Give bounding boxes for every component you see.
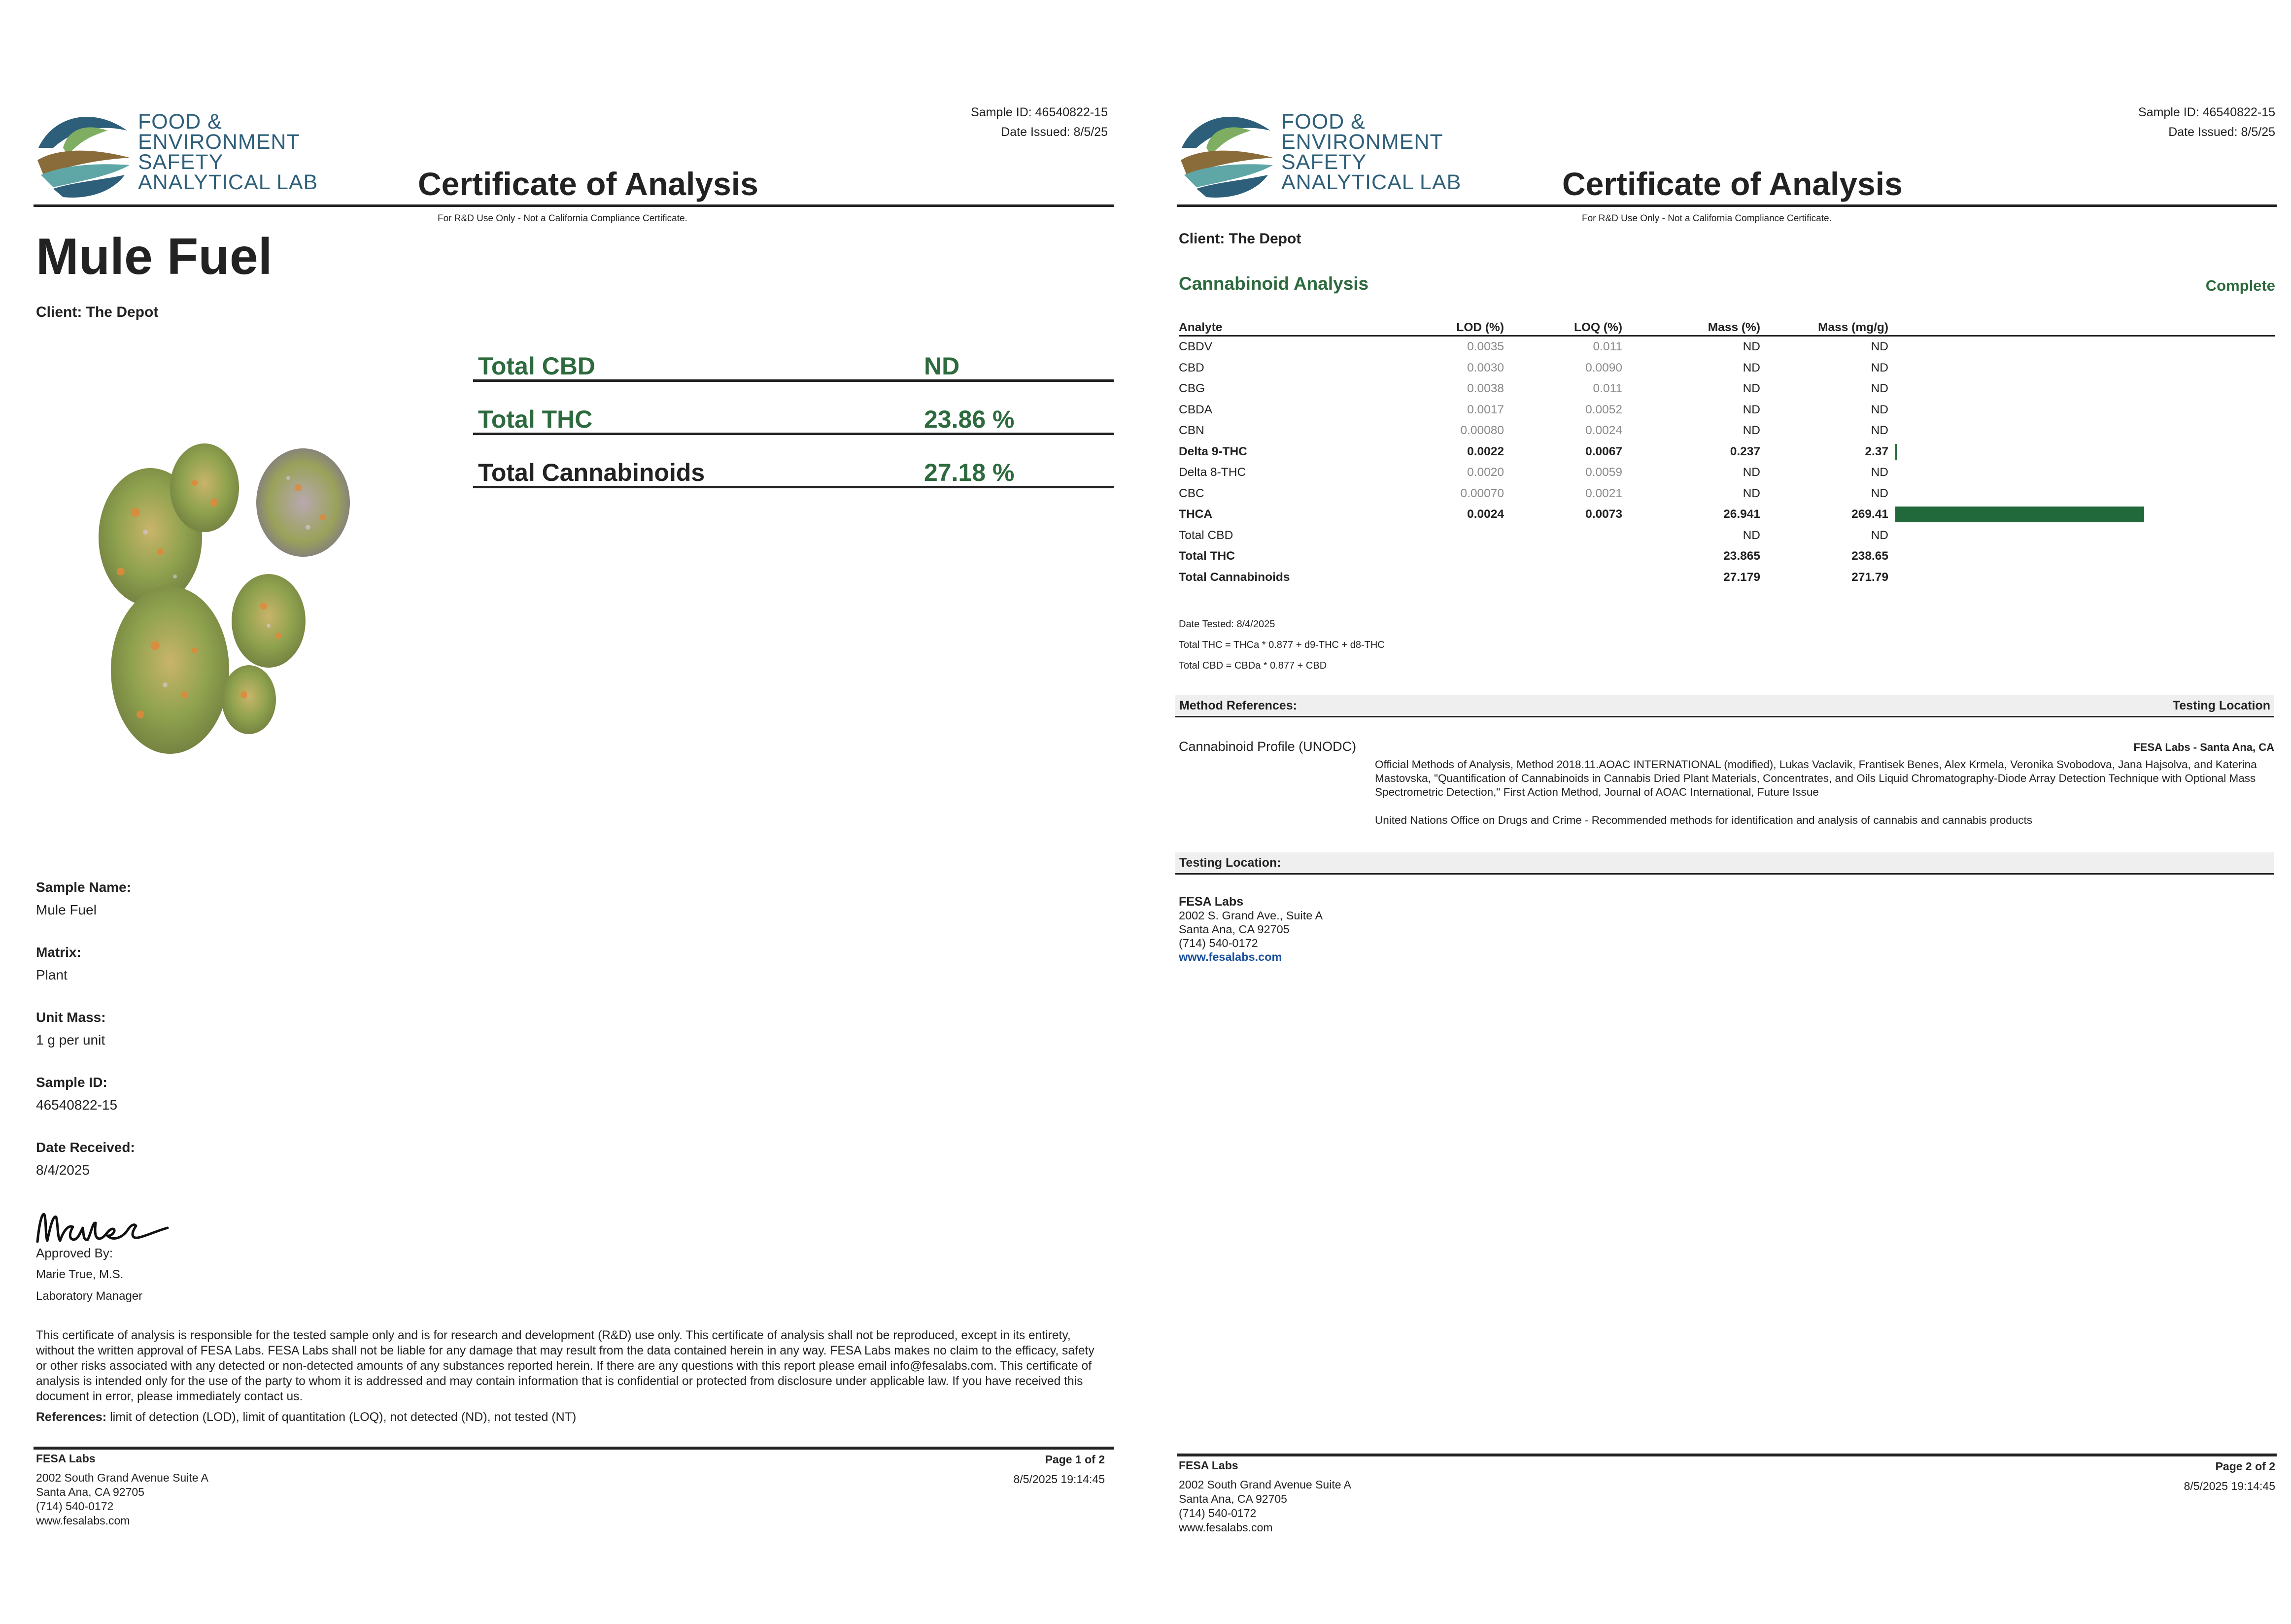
cell-mass-mg: ND bbox=[1871, 382, 1888, 396]
cell-mass-pct: ND bbox=[1743, 486, 1760, 500]
cell-loq bbox=[1504, 567, 1622, 588]
testing-lab-address-1: 2002 S. Grand Ave., Suite A bbox=[1179, 909, 1323, 922]
client-name: Client: The Depot bbox=[36, 304, 159, 320]
cell-mass-pct: ND bbox=[1743, 340, 1760, 354]
cell-mass-mg: ND bbox=[1871, 486, 1888, 500]
table-row bbox=[1179, 546, 2275, 567]
cell-lod: 0.0035 bbox=[1467, 340, 1504, 354]
cell-mass-pct: 27.179 bbox=[1723, 570, 1760, 584]
fesa-logo bbox=[34, 101, 318, 202]
cell-mass-pct: ND bbox=[1743, 424, 1760, 438]
col-lod: LOD (%) bbox=[1356, 320, 1504, 336]
header-rule bbox=[34, 204, 1114, 207]
rd-disclaimer: For R&D Use Only - Not a California Compliance Certificate. bbox=[438, 213, 687, 224]
coa-page-1 bbox=[0, 0, 1143, 1624]
cannabinoid-analysis-title: Cannabinoid Analysis bbox=[1179, 273, 1369, 294]
summary-total-cannabinoids bbox=[473, 437, 1114, 488]
footer-address-1: 2002 South Grand Avenue Suite A bbox=[1179, 1478, 1351, 1491]
cell-bar bbox=[1888, 567, 2275, 588]
cell-analyte: CBDA bbox=[1179, 403, 1213, 416]
field-unit-mass-label: Unit Mass: bbox=[36, 1010, 106, 1025]
fesa-logo-wordmark: FOOD & ENVIRONMENT SAFETY ANALYTICAL LAB bbox=[138, 110, 318, 194]
sample-id-header: Sample ID: 46540822-15 bbox=[2138, 105, 2275, 119]
footer-timestamp: 8/5/2025 19:14:45 bbox=[1013, 1473, 1105, 1486]
col-mass-pct: Mass (%) bbox=[1622, 320, 1760, 336]
cell-loq: 0.0021 bbox=[1585, 486, 1622, 500]
cell-loq bbox=[1504, 525, 1622, 546]
col-loq: LOQ (%) bbox=[1504, 320, 1622, 336]
cell-analyte: CBG bbox=[1179, 382, 1205, 396]
cell-loq: 0.011 bbox=[1593, 340, 1622, 354]
testing-lab-name: FESA Labs bbox=[1179, 895, 1244, 909]
coa-page-2 bbox=[1148, 0, 2291, 1624]
summary-label: Total THC bbox=[478, 406, 593, 433]
summary-total-thc bbox=[473, 383, 1114, 435]
cell-mass-mg: ND bbox=[1871, 466, 1888, 479]
footer-web: www.fesalabs.com bbox=[36, 1514, 130, 1527]
cell-mass-mg: ND bbox=[1871, 424, 1888, 438]
table-row bbox=[1179, 483, 2275, 505]
cell-lod: 0.0030 bbox=[1467, 361, 1504, 374]
field-unit-mass-value: 1 g per unit bbox=[36, 1032, 105, 1048]
cell-loq: 0.0052 bbox=[1585, 403, 1622, 416]
strain-name: Mule Fuel bbox=[36, 228, 273, 285]
footer-lab-info bbox=[36, 1452, 208, 1528]
cannabis-bud-image bbox=[91, 439, 367, 764]
cell-analyte: Total CBD bbox=[1179, 528, 1233, 542]
cell-loq: 0.0024 bbox=[1585, 424, 1622, 438]
cell-lod: 0.0038 bbox=[1467, 382, 1504, 396]
testing-lab-phone: (714) 540-0172 bbox=[1179, 937, 1258, 949]
date-tested: Date Tested: 8/4/2025 bbox=[1179, 619, 1275, 630]
method-location: FESA Labs - Santa Ana, CA bbox=[2133, 741, 2274, 753]
testing-location-header bbox=[1175, 852, 2274, 875]
method-references-label: Method References: bbox=[1179, 699, 1297, 712]
field-sample-name-label: Sample Name: bbox=[36, 880, 131, 895]
cell-lod: 0.0020 bbox=[1467, 466, 1504, 479]
summary-label: Total Cannabinoids bbox=[478, 459, 705, 486]
cell-analyte: THCA bbox=[1179, 508, 1213, 521]
rd-disclaimer: For R&D Use Only - Not a California Compliance Certificate. bbox=[1582, 213, 1832, 224]
date-issued-header: Date Issued: 8/5/25 bbox=[1001, 125, 1108, 139]
cell-mass-mg: ND bbox=[1871, 528, 1888, 542]
field-matrix-value: Plant bbox=[36, 967, 68, 982]
footer-web: www.fesalabs.com bbox=[1179, 1521, 1273, 1534]
cell-loq: 0.0090 bbox=[1585, 361, 1622, 374]
cell-mass-mg: ND bbox=[1871, 340, 1888, 354]
cell-bar bbox=[1888, 358, 2275, 379]
cell-analyte: Total THC bbox=[1179, 549, 1235, 563]
footer-timestamp: 8/5/2025 19:14:45 bbox=[2184, 1480, 2275, 1492]
table-row bbox=[1179, 420, 2275, 441]
cell-mass-pct: 26.941 bbox=[1723, 508, 1760, 521]
method-citation-unodc: United Nations Office on Drugs and Crime - Recommended methods for identification and analysis of cannabis and cannabis products bbox=[1375, 814, 2033, 826]
analysis-status-badge: Complete bbox=[2205, 277, 2275, 294]
testing-lab-address-2: Santa Ana, CA 92705 bbox=[1179, 923, 1290, 936]
testing-lab-website-link[interactable]: www.fesalabs.com bbox=[1179, 950, 1282, 963]
cell-lod: 0.00070 bbox=[1460, 486, 1504, 500]
header-meta bbox=[2138, 102, 2275, 142]
cell-lod: 0.0024 bbox=[1467, 508, 1504, 521]
field-matrix-label: Matrix: bbox=[36, 945, 81, 960]
table-row bbox=[1179, 441, 2275, 463]
col-bar bbox=[1888, 320, 2275, 336]
table-header-row bbox=[1179, 320, 2275, 336]
client-name: Client: The Depot bbox=[1179, 231, 1301, 247]
cell-loq bbox=[1504, 546, 1622, 567]
field-sample-id-value: 46540822-15 bbox=[36, 1097, 118, 1113]
header-meta bbox=[971, 102, 1108, 142]
approver-title: Laboratory Manager bbox=[36, 1289, 143, 1303]
formula-total-thc: Total THC = THCa * 0.877 + d9-THC + d8-THC bbox=[1179, 640, 1385, 650]
fesa-logo-mark-icon bbox=[34, 101, 132, 202]
field-date-received-label: Date Received: bbox=[36, 1140, 135, 1155]
cell-mass-pct: ND bbox=[1743, 466, 1760, 479]
page-title: Certificate of Analysis bbox=[418, 166, 758, 202]
table-row bbox=[1179, 358, 2275, 379]
formula-total-cbd: Total CBD = CBDa * 0.877 + CBD bbox=[1179, 660, 1327, 671]
footer-address-2: Santa Ana, CA 92705 bbox=[1179, 1492, 1287, 1505]
cell-mass-mg: 2.37 bbox=[1865, 444, 1888, 458]
footer-page-info bbox=[1014, 1450, 1105, 1489]
cell-analyte: Delta 8-THC bbox=[1179, 466, 1246, 479]
cell-lod bbox=[1356, 567, 1504, 588]
cell-lod: 0.0022 bbox=[1467, 444, 1504, 458]
cell-mass-pct: ND bbox=[1743, 382, 1760, 396]
cannabinoid-table-body bbox=[1179, 336, 2275, 588]
approver-signature-image bbox=[34, 1202, 171, 1252]
mass-bar bbox=[1895, 444, 1897, 460]
references-line bbox=[36, 1410, 576, 1424]
cell-analyte: Total Cannabinoids bbox=[1179, 570, 1290, 584]
cell-mass-mg: 238.65 bbox=[1851, 549, 1888, 563]
legal-disclaimer: This certificate of analysis is responsible for the tested sample only and is for research and development (R&D) use only. This certificate of analysis shall not be reproduced, except in its entirety, without the written approval of FESA Labs. FESA Labs shall not be liable for any damage that may result from the data contained herein in any way. FESA Labs makes no claim to the efficacy, safety or other risks associated with any detected or non-detected amounts of any substances reported herein. If there are any questions with this report please email info@fesalabs.com. This certificate of analysis is intended only for the use of the party to whom it is addressed and may contain information that is confidential or protected from disclosure under applicable law. If you have received this document in error, please immediately contact us. bbox=[36, 1329, 1094, 1403]
approved-by-label: Approved By: bbox=[36, 1246, 113, 1260]
header-rule bbox=[1177, 204, 2277, 207]
cell-mass-mg: 269.41 bbox=[1851, 508, 1888, 521]
cell-bar bbox=[1888, 546, 2275, 567]
footer-lab-name: FESA Labs bbox=[1179, 1459, 1238, 1472]
date-issued-header: Date Issued: 8/5/25 bbox=[2168, 125, 2275, 139]
cell-mass-mg: ND bbox=[1871, 403, 1888, 416]
table-row bbox=[1179, 400, 2275, 421]
footer-address-1: 2002 South Grand Avenue Suite A bbox=[36, 1471, 208, 1484]
footer-lab-name: FESA Labs bbox=[36, 1452, 96, 1465]
cell-loq: 0.0059 bbox=[1585, 466, 1622, 479]
cell-bar bbox=[1888, 504, 2275, 525]
table-row bbox=[1179, 336, 2275, 358]
cell-mass-mg: 271.79 bbox=[1851, 570, 1888, 584]
table-row bbox=[1179, 567, 2275, 588]
cell-bar bbox=[1888, 336, 2275, 358]
page-title: Certificate of Analysis bbox=[1562, 166, 1903, 202]
cell-analyte: CBC bbox=[1179, 486, 1204, 500]
col-analyte: Analyte bbox=[1179, 320, 1356, 336]
cell-lod: 0.0017 bbox=[1467, 403, 1504, 416]
method-references-header bbox=[1175, 695, 2274, 717]
cell-bar bbox=[1888, 400, 2275, 421]
footer-page-number: Page 1 of 2 bbox=[1045, 1453, 1105, 1466]
cell-bar bbox=[1888, 441, 2275, 463]
method-citation: Official Methods of Analysis, Method 2018.11.AOAC INTERNATIONAL (modified), Lukas Vaclavik, Frantisek Benes, Alex Krmela, Veronika Svobodova, Jana Hajsolva, and Katerina Mastovska, "Quantification of Cannabinoids in Cannabis Dried Plant Materials, Concentrates, and Oils Liquid Chromatography-Diode Array Detection Technique with Optional Mass Spectrometric Detection," First Action Method, Journal of AOAC International, Future Issue bbox=[1375, 758, 2257, 798]
cell-loq: 0.0073 bbox=[1585, 508, 1622, 521]
fesa-logo-mark-icon bbox=[1177, 101, 1275, 202]
cell-mass-pct: ND bbox=[1743, 403, 1760, 416]
cell-analyte: CBN bbox=[1179, 424, 1204, 438]
cell-bar bbox=[1888, 525, 2275, 546]
summary-total-cbd bbox=[473, 330, 1114, 382]
sample-id-header: Sample ID: 46540822-15 bbox=[971, 105, 1108, 119]
field-date-received-value: 8/4/2025 bbox=[36, 1162, 90, 1178]
cell-loq: 0.0067 bbox=[1585, 444, 1622, 458]
footer-page-info bbox=[2184, 1456, 2275, 1496]
method-name: Cannabinoid Profile (UNODC) bbox=[1179, 739, 1357, 754]
references-text: limit of detection (LOD), limit of quantitation (LOQ), not detected (ND), not tested (NT) bbox=[106, 1410, 577, 1424]
cannabinoid-table bbox=[1179, 320, 2275, 588]
footer-rule bbox=[1177, 1454, 2277, 1456]
cell-mass-pct: 0.237 bbox=[1730, 444, 1760, 458]
footer-lab-info bbox=[1179, 1458, 1351, 1535]
footer-phone: (714) 540-0172 bbox=[1179, 1507, 1257, 1520]
references-label: References: bbox=[36, 1410, 107, 1424]
table-row bbox=[1179, 378, 2275, 400]
footer-address-2: Santa Ana, CA 92705 bbox=[36, 1486, 144, 1498]
footer-phone: (714) 540-0172 bbox=[36, 1500, 114, 1513]
footer-page-number: Page 2 of 2 bbox=[2215, 1460, 2275, 1473]
table-row bbox=[1179, 462, 2275, 483]
cell-analyte: Delta 9-THC bbox=[1179, 444, 1247, 458]
cell-mass-pct: 23.865 bbox=[1723, 549, 1760, 563]
summary-value: ND bbox=[924, 352, 960, 380]
approver-name: Marie True, M.S. bbox=[36, 1268, 124, 1281]
cell-analyte: CBDV bbox=[1179, 340, 1213, 354]
testing-location-info bbox=[1179, 895, 1323, 964]
cell-bar bbox=[1888, 378, 2275, 400]
field-sample-id-label: Sample ID: bbox=[36, 1075, 107, 1090]
summary-value: 23.86 % bbox=[924, 406, 1015, 433]
testing-location-column-label: Testing Location bbox=[2172, 699, 2270, 712]
fesa-logo bbox=[1177, 101, 1462, 202]
cell-bar bbox=[1888, 483, 2275, 505]
summary-value: 27.18 % bbox=[924, 459, 1015, 486]
cell-mass-mg: ND bbox=[1871, 361, 1888, 374]
testing-location-label: Testing Location: bbox=[1179, 856, 1281, 870]
cell-lod bbox=[1356, 525, 1504, 546]
cell-loq: 0.011 bbox=[1593, 382, 1622, 396]
fesa-logo-wordmark: FOOD & ENVIRONMENT SAFETY ANALYTICAL LAB bbox=[1281, 110, 1462, 194]
mass-bar bbox=[1895, 507, 2144, 522]
summary-label: Total CBD bbox=[478, 352, 595, 380]
cell-bar bbox=[1888, 420, 2275, 441]
cell-bar bbox=[1888, 462, 2275, 483]
footer-rule bbox=[34, 1447, 1114, 1450]
cell-analyte: CBD bbox=[1179, 361, 1204, 374]
field-sample-name-value: Mule Fuel bbox=[36, 902, 97, 917]
cell-mass-pct: ND bbox=[1743, 528, 1760, 542]
cell-lod bbox=[1356, 546, 1504, 567]
cell-mass-pct: ND bbox=[1743, 361, 1760, 374]
cell-lod: 0.00080 bbox=[1460, 424, 1504, 438]
table-row bbox=[1179, 504, 2275, 525]
col-mass-mg: Mass (mg/g) bbox=[1760, 320, 1888, 336]
table-row bbox=[1179, 525, 2275, 546]
